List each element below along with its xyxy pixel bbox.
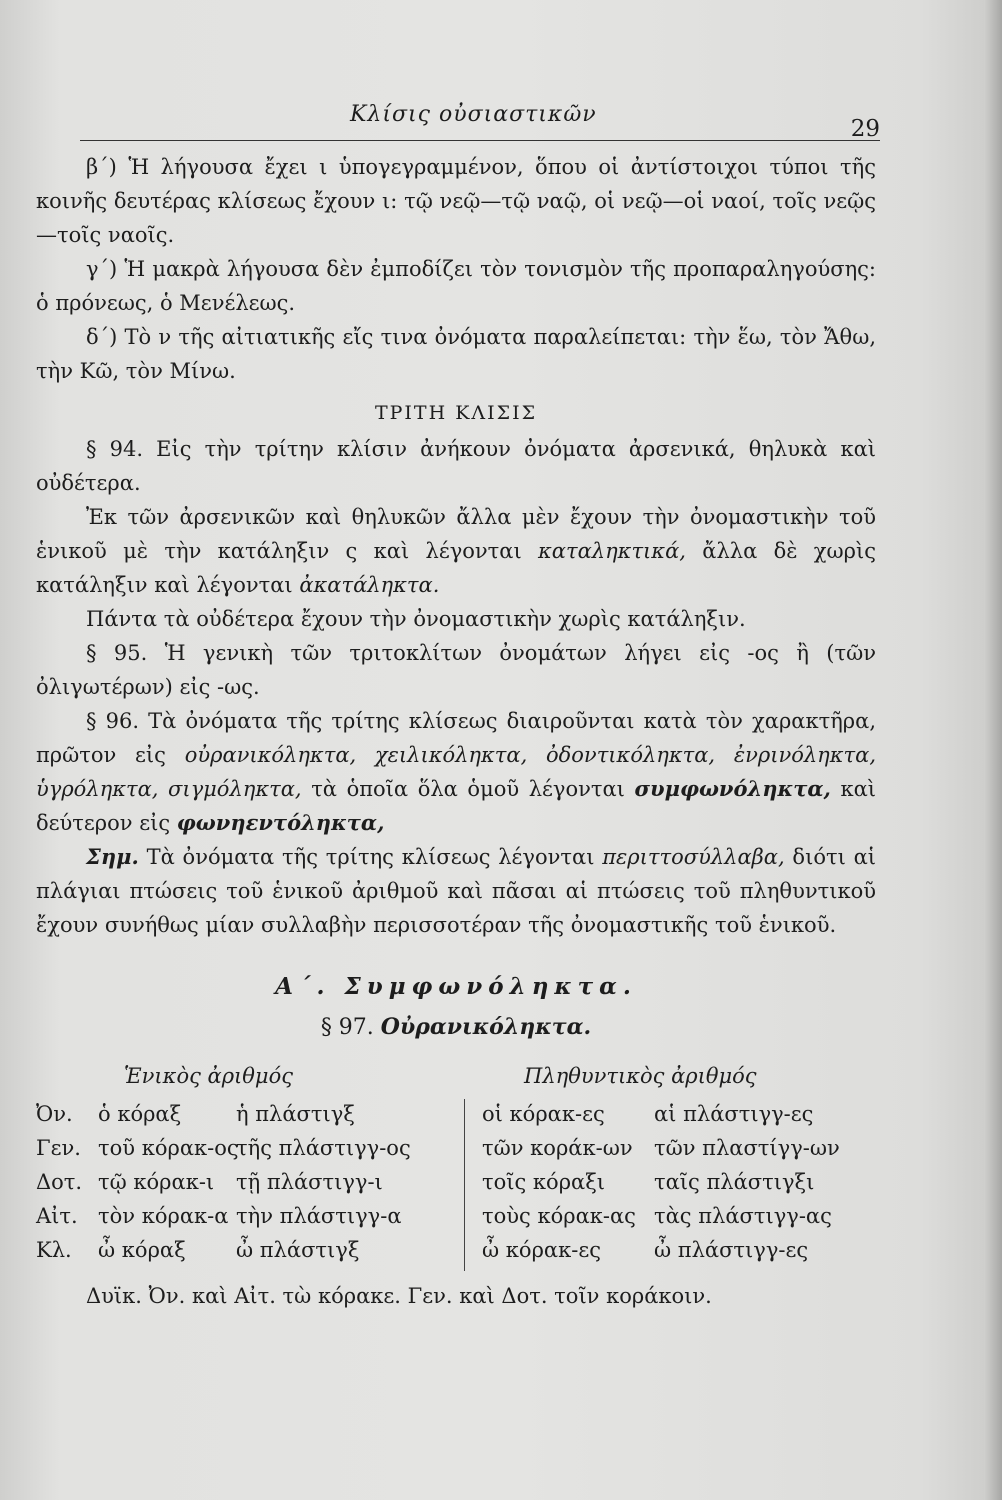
case-label: Δοτ. [36,1170,83,1194]
fem-singular: τῇ πλάστιγγ-ι [236,1170,383,1194]
p94b-mid: ἄλλα δὲ χωρὶς κατάληξιν καὶ λέγονται [36,539,877,597]
p96-start: § 96. Τὰ ὀνόματα τῆς τρίτης κλίσεως διαιροῦνται κατὰ τὸν χαρακτῆρα, πρῶτον εἰς [36,709,876,767]
note-mark: Σημ. [86,844,139,869]
case-label: Γεν. [36,1136,81,1160]
section-97-title: Οὐρανικόληκτα. [380,1014,592,1040]
case-label: Ὀν. [36,1102,73,1126]
paragraph-beta: β΄) Ἡ λήγουσα ἔχει ι ὑπογεγραμμένον, ὅπου οἱ ἀντίστοιχοι τύποι τῆς κοινῆς δευτέρας κλίσεως ἔχουν ι: τῷ νεῷ—τῷ ναῷ, οἱ νεῷ—οἱ ναοί, τοῖς νεῷς—τοῖς ναοῖς. [36,155,876,247]
p94b-start: Ἐκ τῶν ἀρσενικῶν καὶ θηλυκῶν ἄλλα μὲν ἔχουν τὴν ὀνομαστικὴν τοῦ ἑνικοῦ μὲ τὴν κατάληξιν ς καὶ λέγονται [36,505,876,563]
term-akatalikta: ἀκατάληκτα. [299,573,440,597]
section-97-number: § 97. [320,1015,381,1040]
fem-plural: αἱ πλάστιγγ-ες [654,1102,814,1126]
paragraph-94-neuters: Πάντα τὰ οὐδέτερα ἔχουν τὴν ὀνομαστικὴν χωρὶς κατάληξιν. [86,607,746,631]
paragraph-94: § 94. Εἰς τὴν τρίτην κλίσιν ἀνήκουν ὀνόματα ἀρσενικά, θηλυκὰ καὶ οὐδέτερα. [36,437,876,495]
paragraph-delta: δ΄) Τὸ ν τῆς αἰτιατικῆς εἴς τινα ὀνόματα παραλείπεται: τὴν ἕω, τὸν Ἄθω, τὴν Κῶ, τὸν Μίνω. [36,325,876,383]
table-row [36,1233,876,1267]
singular-label: Ἑνικὸς ἀριθμός [124,1064,293,1088]
term-kataliktika: καταληκτικά, [538,539,686,563]
fem-plural: ταῖς πλάστιγξι [654,1170,815,1194]
masc-singular: τῷ κόρακ-ι [98,1170,215,1194]
masc-singular: ὦ κόραξ [98,1238,186,1262]
paragraph-note [36,840,876,942]
running-head: Κλίσις οὐσιαστικῶν [350,102,597,127]
p96-mid: τὰ ὁποῖα ὅλα ὁμοῦ λέγονται [301,777,635,801]
masc-singular: τοῦ κόρακ-ος [98,1136,239,1160]
masc-singular: τὸν κόρακ-α [98,1204,229,1228]
section-97-heading [36,1010,876,1045]
case-label: Κλ. [36,1238,72,1262]
masc-plural: τοῖς κόραξι [482,1170,606,1194]
term-perittosyllaba: περιττοσύλλαβα, [602,845,785,869]
page-body [36,150,876,1313]
case-label: Αἰτ. [36,1204,78,1228]
table-row [36,1165,876,1199]
paragraph-96 [36,704,876,840]
declension-table [36,1059,876,1279]
fem-plural: τὰς πλάστιγγ-ας [654,1204,832,1228]
note-end: διότι αἱ πλάγιαι πτώσεις τοῦ ἑνικοῦ ἀριθμοῦ καὶ πᾶσαι αἱ πτώσεις τοῦ πληθυντικοῦ ἔχουν συνήθως μίαν συλλαβὴν περισσοτέραν τῆς ὀνομαστικῆς τοῦ ἑνικοῦ. [36,845,877,937]
note-start: Τὰ ὀνόματα τῆς τρίτης κλίσεως λέγονται [138,845,603,869]
fem-plural: ὦ πλάστιγγ-ες [654,1238,809,1262]
fem-singular: τὴν πλάστιγγ-α [236,1204,402,1228]
table-row [36,1199,876,1233]
plural-label: Πληθυντικὸς ἀριθμός [524,1064,757,1088]
masc-plural: ὦ κόρακ-ες [482,1238,601,1262]
masc-plural: οἱ κόρακ-ες [482,1102,605,1126]
fem-plural: τῶν πλαστίγγ-ων [654,1136,840,1160]
p96-terms: οὐρανικόληκτα, χειλικόληκτα, ὀδοντικόληκτα, ἐνρινόληκτα, ὑγρόληκτα, σιγμόληκτα, [36,743,877,801]
dual-forms: Δυϊκ. Ὀν. καὶ Αἰτ. τὼ κόρακε. Γεν. καὶ Δοτ. τοῖν κοράκοιν. [86,1284,712,1308]
page-header [80,100,880,140]
section-a-heading: Α΄. Συμφωνόληκτα. [275,973,637,1000]
masc-plural: τῶν κοράκ-ων [482,1136,633,1160]
term-fonientolikta: φωνηεντόληκτα, [176,810,385,835]
page-number: 29 [850,116,880,142]
masc-singular: ὁ κόραξ [98,1102,182,1126]
fem-singular: ἡ πλάστιγξ [236,1102,355,1126]
fem-singular: τῆς πλάστιγγ-ος [236,1136,411,1160]
p96-mid2: καὶ δεύτερον εἰς [36,777,876,835]
table-row [36,1131,876,1165]
term-symfonolikta: συμφωνόληκτα, [634,776,831,801]
page-spine-shadow [984,0,1002,1500]
header-rule [80,140,880,141]
table-row [36,1097,876,1131]
masc-plural: τοὺς κόρακ-ας [482,1204,636,1228]
paragraph-gamma: γ΄) Ἡ μακρὰ λήγουσα δὲν ἐμποδίζει τὸν τονισμὸν τῆς προπαραληγούσης: ὁ πρόνεως, ὁ Μενέλεως. [36,257,876,315]
third-declension-heading: ΤΡΙΤΗ ΚΛΙΣΙΣ [374,402,538,424]
paragraph-94-genders [36,500,876,602]
fem-singular: ὦ πλάστιγξ [236,1238,360,1262]
paragraph-95: § 95. Ἡ γενικὴ τῶν τριτοκλίτων ὀνομάτων λήγει εἰς -ος ἢ (τῶν ὀλιγωτέρων) εἰς -ως. [36,641,876,699]
